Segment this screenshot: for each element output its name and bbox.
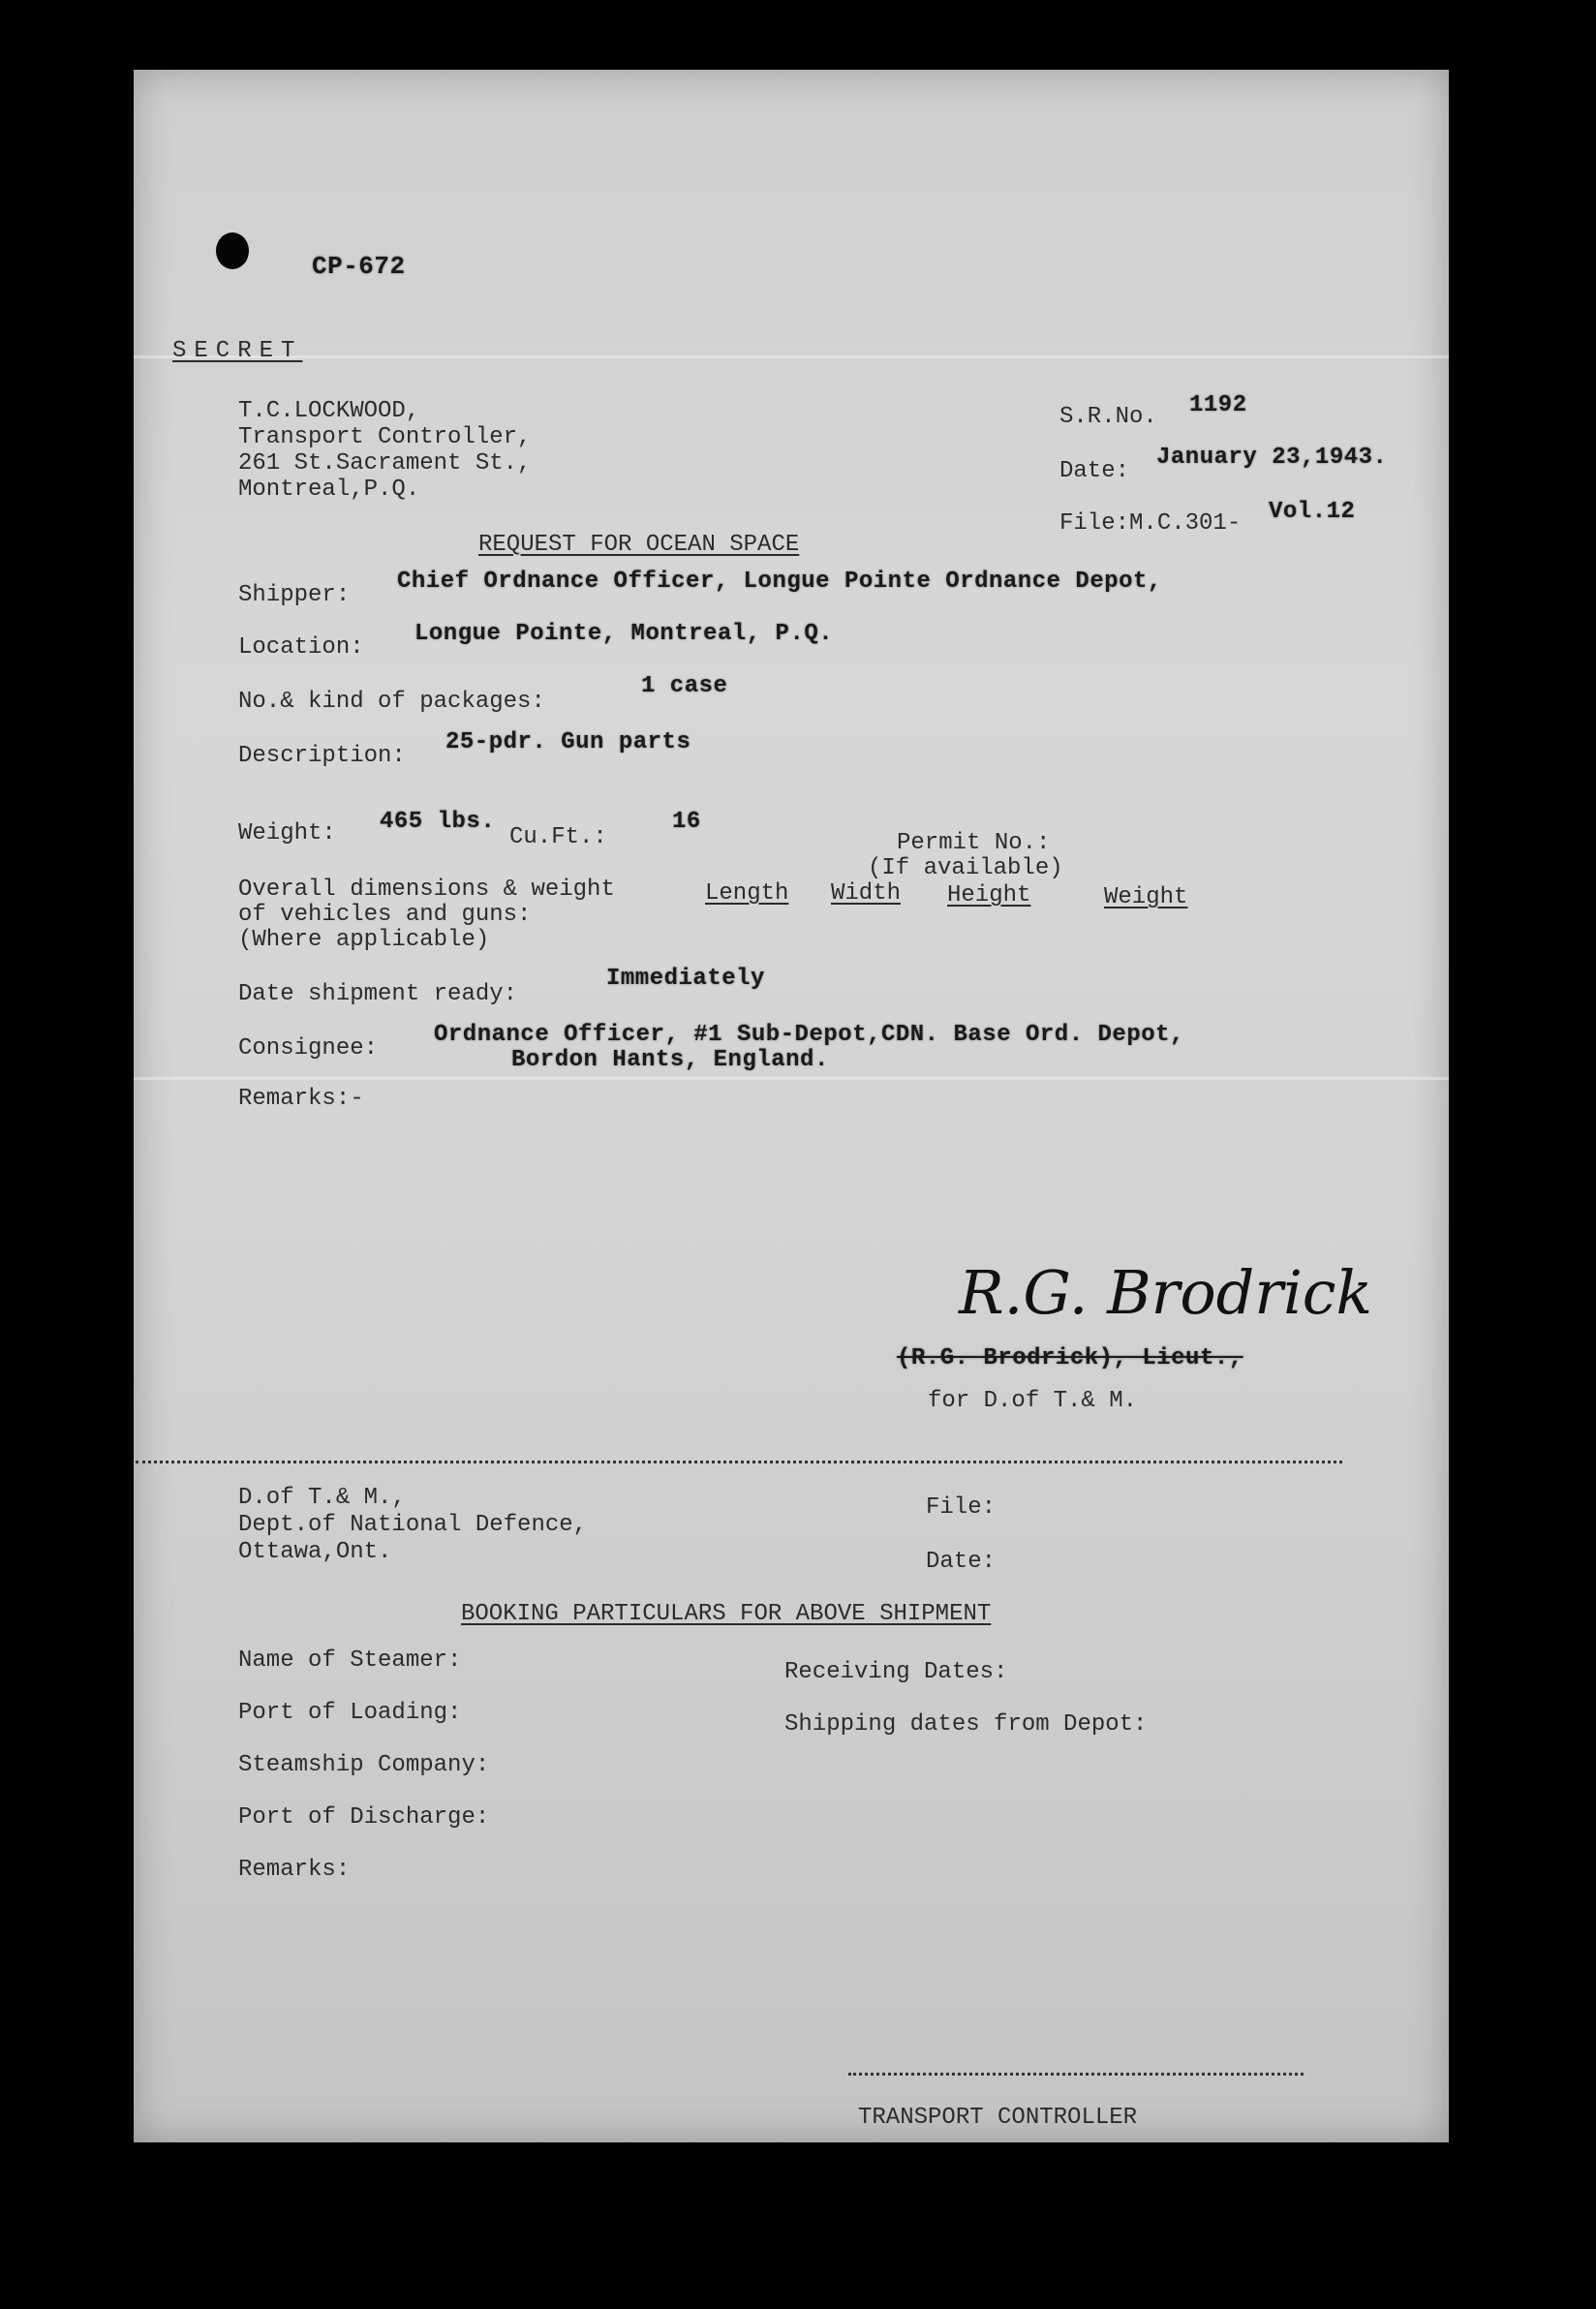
date-value: January 23,1943.: [1156, 445, 1388, 471]
permit-label: Permit No.:: [897, 830, 1051, 856]
sender-name: T.C.LOCKWOOD,: [238, 398, 420, 424]
dimensions-label-line3: (Where applicable): [238, 927, 490, 953]
booking-address-line1: D.of T.& M.,: [238, 1485, 406, 1511]
weight-value: 465 lbs.: [380, 809, 496, 835]
consignee-label: Consignee:: [238, 1035, 379, 1062]
booking-address-line3: Ottawa,Ont.: [238, 1539, 392, 1565]
booking-date-label: Date:: [926, 1549, 997, 1575]
signatory-for-line: for D.of T.& M.: [928, 1388, 1138, 1414]
column-height: Height: [947, 882, 1031, 908]
dimensions-label: Overall dimensions & weight: [238, 877, 615, 903]
booking-remarks-label: Remarks:: [238, 1857, 351, 1883]
file-reference: CP-672: [312, 252, 406, 281]
tear-line: [136, 1461, 1342, 1463]
description-value: 25-pdr. Gun parts: [445, 729, 691, 755]
location-value: Longue Pointe, Montreal, P.Q.: [414, 621, 834, 647]
cuft-label: Cu.Ft.:: [509, 824, 607, 850]
booking-file-label: File:: [926, 1494, 997, 1521]
consignee-value: Ordnance Officer, #1 Sub-Depot,CDN. Base Ord. Depot,: [434, 1022, 1184, 1048]
permit-note: (If available): [868, 855, 1063, 881]
sr-label: S.R.No.: [1059, 404, 1157, 430]
booking-address-line2: Dept.of National Defence,: [238, 1512, 588, 1538]
dimensions-label-line2: of vehicles and guns:: [238, 902, 532, 928]
fold-line: [134, 355, 1449, 358]
sender-street: 261 St.Sacrament St.,: [238, 450, 532, 477]
transport-controller-label: TRANSPORT CONTROLLER: [858, 2105, 1138, 2131]
controller-signature-line: [848, 2073, 1304, 2076]
receiving-dates-label: Receiving Dates:: [784, 1659, 1008, 1685]
booking-title: BOOKING PARTICULARS FOR ABOVE SHIPMENT: [461, 1601, 992, 1627]
discharge-port-label: Port of Discharge:: [238, 1804, 490, 1831]
description-label: Description:: [238, 743, 406, 769]
fold-line: [134, 1077, 1449, 1080]
location-label: Location:: [238, 634, 364, 661]
ready-label: Date shipment ready:: [238, 981, 518, 1007]
classification-label: SECRET: [172, 338, 303, 364]
date-label: Date:: [1059, 458, 1130, 484]
packages-value: 1 case: [641, 673, 728, 699]
file-volume: Vol.12: [1269, 499, 1356, 525]
cuft-value: 16: [672, 809, 701, 835]
file-label: File:M.C.301-: [1059, 510, 1242, 537]
shipping-dates-label: Shipping dates from Depot:: [784, 1711, 1148, 1738]
consignee-value-line2: Bordon Hants, England.: [511, 1047, 829, 1073]
steamer-label: Name of Steamer:: [238, 1647, 462, 1674]
weight-label: Weight:: [238, 820, 336, 847]
sender-city: Montreal,P.Q.: [238, 477, 420, 503]
sr-value: 1192: [1189, 392, 1247, 418]
request-title: REQUEST FOR OCEAN SPACE: [478, 532, 800, 558]
signatory-name: (R.G. Brodrick), Lieut.,: [897, 1345, 1243, 1371]
handwritten-signature: R.G. Brodrick: [959, 1257, 1373, 1328]
sender-title: Transport Controller,: [238, 424, 532, 450]
remarks-label: Remarks:-: [238, 1086, 364, 1112]
steamship-company-label: Steamship Company:: [238, 1752, 490, 1778]
column-width: Width: [831, 880, 902, 907]
column-length: Length: [705, 880, 789, 907]
packages-label: No.& kind of packages:: [238, 689, 545, 715]
shipper-value: Chief Ordnance Officer, Longue Pointe Ordnance Depot,: [397, 569, 1162, 595]
loading-port-label: Port of Loading:: [238, 1700, 462, 1726]
ready-value: Immediately: [606, 966, 765, 992]
punch-hole: [216, 232, 249, 269]
column-weight: Weight: [1104, 884, 1188, 910]
shipper-label: Shipper:: [238, 582, 351, 608]
